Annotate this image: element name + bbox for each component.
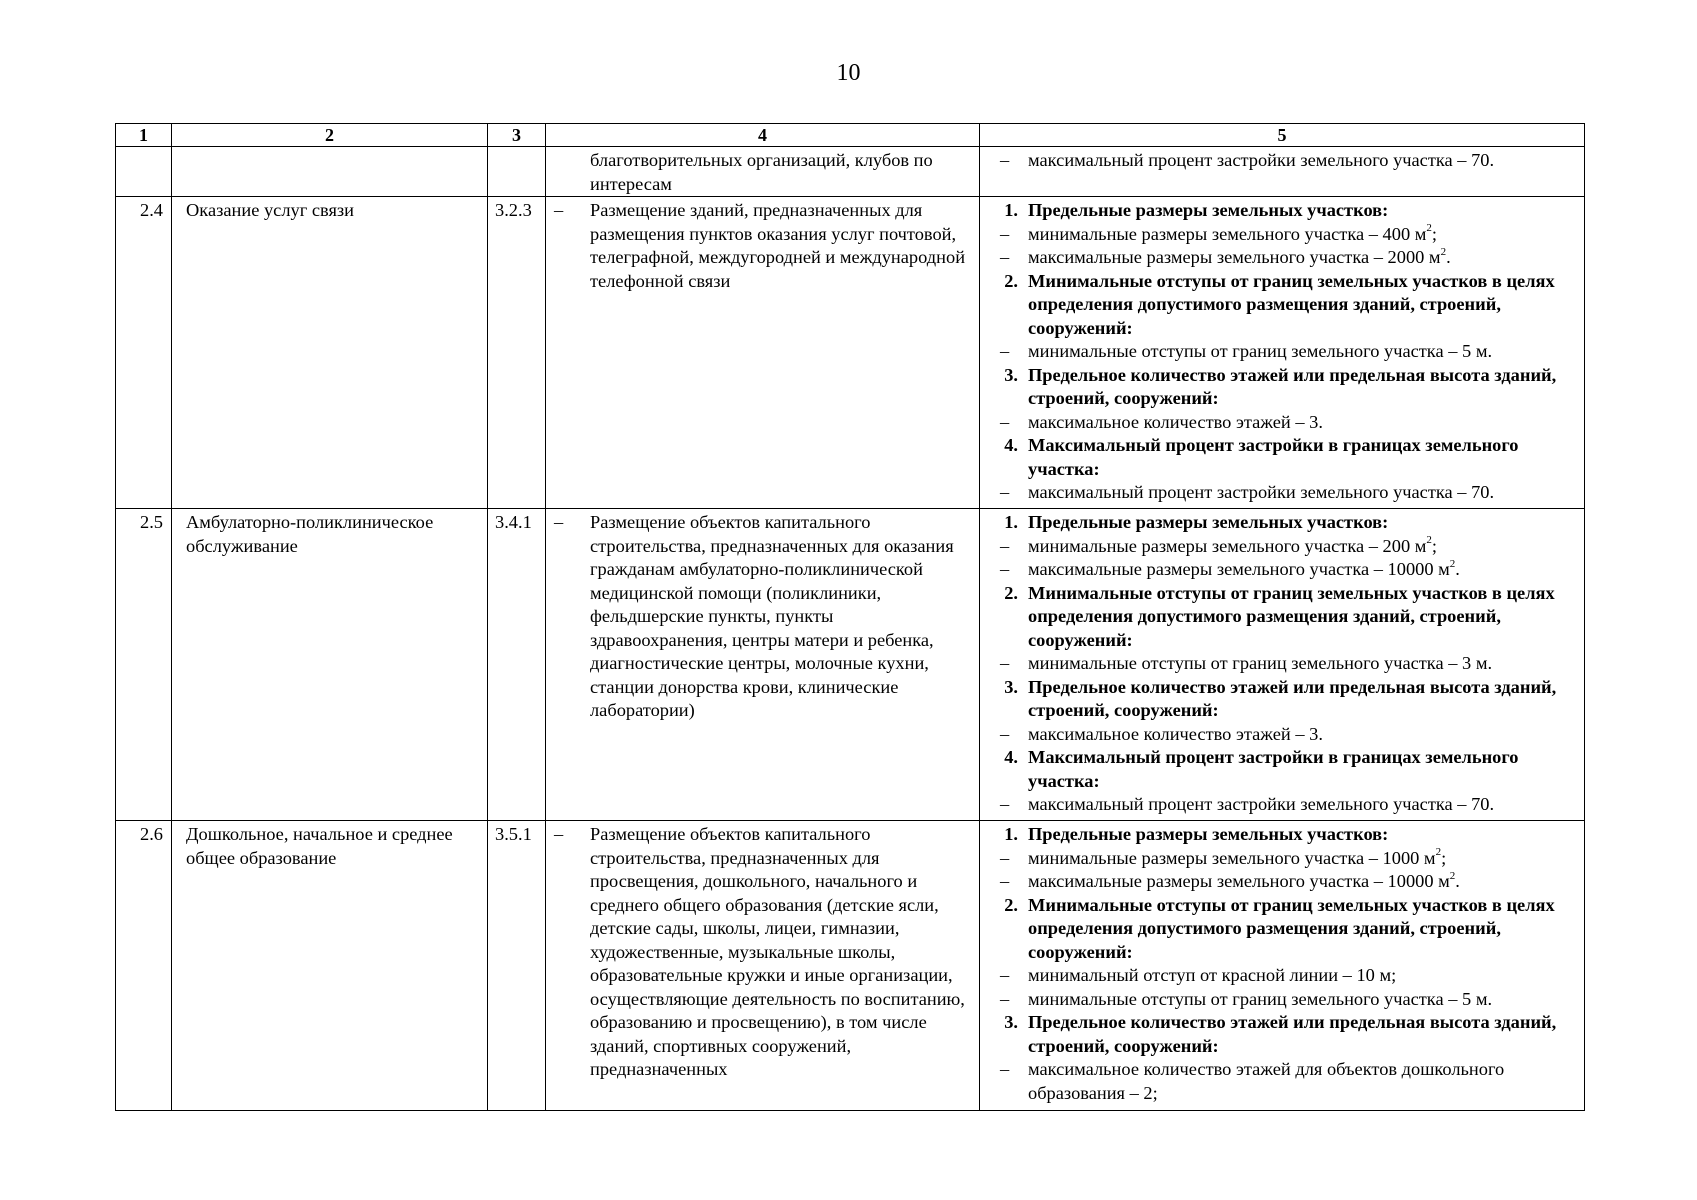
dash-marker: –	[1000, 847, 1010, 868]
land-use-name	[172, 147, 488, 197]
trailing-punct: .	[1455, 559, 1460, 579]
dash-marker: –	[1000, 1059, 1010, 1079]
parameter-heading	[980, 511, 1572, 535]
parameter-heading	[980, 746, 1572, 793]
row-number	[116, 147, 172, 197]
parameter-item	[980, 652, 1572, 676]
parameter-text	[1028, 582, 1572, 653]
table-row	[116, 197, 1585, 509]
dash-marker: –	[1000, 653, 1010, 673]
dash-marker: –	[1000, 341, 1010, 361]
parameter-text	[1028, 558, 1572, 582]
parameter-text	[1028, 270, 1572, 341]
classifier-code: 3.5.1	[488, 821, 546, 1111]
parameter-heading	[980, 364, 1572, 411]
land-use-description	[546, 147, 980, 197]
parameter-text	[1028, 793, 1572, 817]
dash-marker: –	[1000, 150, 1010, 170]
column-header: 1	[116, 124, 172, 147]
parameter-text	[1028, 223, 1572, 247]
dash-marker: –	[554, 824, 564, 844]
parameter-heading	[980, 676, 1572, 723]
superscript: 2	[1449, 869, 1456, 882]
parameter-item	[980, 558, 1572, 582]
parameter-text-main: Минимальные отступы от границ земельных участков в целях определения допустимого размещения зданий, строений, сооружений:	[1028, 894, 1555, 962]
parameter-text-main: Минимальные отступы от границ земельных участков в целях определения допустимого размещения зданий, строений, сооружений:	[1028, 582, 1555, 650]
parameter-item	[980, 847, 1572, 871]
parameter-text-main: минимальные размеры земельного участка – 1000 м	[1028, 847, 1436, 868]
parameter-heading	[980, 434, 1572, 481]
dash-marker: –	[1000, 988, 1010, 1009]
parameters-cell	[980, 197, 1585, 509]
description-text: Размещение объектов капитального строительства, предназначенных для просвещения, дошкольного, начального и среднего общего образования (детские ясли, детские сады, школы, лицеи, гимназии, художественные, музыкальные школы, образовательные кружки и иные организации, осуществляющие деятельность по воспитанию, образованию и просвещению), в том числе зданий, спортивных сооружений, предназначенных	[590, 824, 965, 1079]
item-number: 1.	[1004, 512, 1018, 532]
parameter-item	[980, 411, 1572, 435]
parameter-text-main: Предельные размеры земельных участков:	[1028, 512, 1389, 532]
column-header: 3	[488, 124, 546, 147]
parameter-heading	[980, 270, 1572, 341]
parameter-text	[1028, 870, 1572, 894]
parameter-text-main: максимальные размеры земельного участка – 2000 м	[1028, 247, 1441, 267]
trailing-punct: ;	[1431, 223, 1438, 244]
parameter-item	[980, 793, 1572, 817]
parameter-item	[980, 481, 1572, 505]
item-number: 1.	[1004, 200, 1018, 220]
trailing-punct: ;	[1441, 847, 1447, 868]
table-row	[116, 509, 1585, 821]
parameter-text	[1028, 823, 1572, 847]
parameter-text	[1028, 411, 1572, 435]
parameter-text-main: минимальные отступы от границ земельного участка – 5 м.	[1028, 341, 1493, 361]
page-number: 10	[836, 60, 861, 86]
dash-marker: –	[1000, 794, 1010, 814]
item-number: 2.	[1004, 270, 1018, 291]
parameter-text-main: Минимальные отступы от границ земельных участков в целях определения допустимого размещения зданий, строений, сооружений:	[1028, 270, 1555, 338]
item-number: 3.	[1004, 364, 1018, 385]
parameter-item	[980, 535, 1572, 559]
parameter-text-main: максимальный процент застройки земельного участка – 70.	[1028, 794, 1495, 814]
dash-marker: –	[1000, 559, 1010, 579]
parameter-text	[1028, 847, 1572, 871]
land-use-description	[546, 509, 980, 821]
land-use-table	[115, 123, 1585, 1111]
parameter-item	[980, 149, 1572, 173]
superscript: 2	[1435, 846, 1442, 859]
parameter-heading	[980, 1011, 1572, 1058]
parameters-cell	[980, 821, 1585, 1111]
parameter-text-main: Предельное количество этажей или предельная высота зданий, строений, сооружений:	[1028, 1012, 1557, 1056]
parameter-text	[1028, 535, 1572, 559]
parameter-text	[1028, 149, 1572, 173]
parameter-text	[1028, 511, 1572, 535]
parameter-text	[1028, 364, 1572, 411]
parameter-item	[980, 340, 1572, 364]
parameter-text-main: максимальный процент застройки земельного участка – 70.	[1028, 150, 1495, 170]
item-number: 3.	[1004, 1012, 1018, 1032]
trailing-punct: .	[1455, 871, 1460, 891]
parameter-text-main: Предельные размеры земельных участков:	[1028, 824, 1389, 844]
parameter-text-main: минимальные размеры земельного участка – 400 м	[1028, 223, 1427, 244]
parameter-text	[1028, 964, 1572, 988]
parameter-item	[980, 964, 1572, 988]
parameter-text-main: Предельное количество этажей или предельная высота зданий, строений, сооружений:	[1028, 676, 1557, 720]
dash-marker: –	[1000, 482, 1010, 502]
superscript: 2	[1440, 245, 1447, 258]
parameter-heading	[980, 582, 1572, 653]
dash-marker: –	[554, 200, 564, 220]
trailing-punct: .	[1446, 247, 1451, 267]
land-use-description	[546, 197, 980, 509]
parameter-item	[980, 223, 1572, 247]
parameter-text-main: максимальное количество этажей для объектов дошкольного образования – 2;	[1028, 1059, 1505, 1103]
parameter-text-main: минимальный отступ от красной линии – 10 м;	[1028, 965, 1397, 985]
row-number: 2.5	[116, 509, 172, 821]
parameter-text	[1028, 199, 1572, 223]
item-number: 2.	[1004, 582, 1018, 603]
parameter-text-main: максимальные размеры земельного участка – 10000 м	[1028, 559, 1450, 579]
land-use-description	[546, 821, 980, 1111]
parameter-text-main: максимальное количество этажей – 3.	[1028, 411, 1323, 432]
superscript: 2	[1449, 557, 1456, 570]
land-use-name: Амбулаторно-поликлиническое обслуживание	[172, 509, 488, 821]
classifier-code: 3.4.1	[488, 509, 546, 821]
parameter-text-main: Предельное количество этажей или предельная высота зданий, строений, сооружений:	[1028, 364, 1557, 408]
parameter-text	[1028, 1011, 1572, 1058]
parameter-item	[980, 988, 1572, 1012]
parameter-text-main: Максимальный процент застройки в границах земельного участка:	[1028, 435, 1519, 479]
superscript: 2	[1426, 222, 1432, 235]
parameter-text-main: максимальное количество этажей – 3.	[1028, 723, 1323, 744]
land-use-name: Дошкольное, начальное и среднее общее образование	[172, 821, 488, 1111]
table-row	[116, 147, 1585, 197]
dash-marker: –	[554, 512, 564, 532]
row-number: 2.4	[116, 197, 172, 509]
item-number: 2.	[1004, 894, 1018, 915]
parameter-text-main: минимальные отступы от границ земельного участка – 3 м.	[1028, 653, 1493, 673]
item-number: 4.	[1004, 435, 1018, 455]
parameter-text-main: Предельные размеры земельных участков:	[1028, 200, 1389, 220]
column-header: 2	[172, 124, 488, 147]
parameter-text	[1028, 746, 1572, 793]
dash-marker: –	[1000, 411, 1010, 432]
parameter-item	[980, 1058, 1572, 1105]
land-use-name: Оказание услуг связи	[172, 197, 488, 509]
classifier-code	[488, 147, 546, 197]
parameters-cell	[980, 509, 1585, 821]
row-number: 2.6	[116, 821, 172, 1111]
parameter-heading	[980, 199, 1572, 223]
parameter-text	[1028, 246, 1572, 270]
superscript: 2	[1426, 534, 1432, 547]
table-row	[116, 821, 1585, 1111]
parameters-cell	[980, 147, 1585, 197]
parameter-text-main: максимальный процент застройки земельного участка – 70.	[1028, 482, 1495, 502]
dash-marker: –	[1000, 535, 1010, 556]
dash-marker	[546, 149, 590, 196]
parameter-text-main: Максимальный процент застройки в границах земельного участка:	[1028, 747, 1519, 791]
parameter-text	[1028, 434, 1572, 481]
parameter-item	[980, 246, 1572, 270]
dash-marker: –	[1000, 965, 1010, 985]
parameter-heading	[980, 823, 1572, 847]
parameter-text	[1028, 340, 1572, 364]
parameter-text	[1028, 676, 1572, 723]
parameter-item	[980, 870, 1572, 894]
parameter-text	[1028, 723, 1572, 747]
description-text: Размещение объектов капитального строительства, предназначенных для оказания гражданам амбулаторно-поликлинической медицинской помощи (поликлиники, фельдшерские пункты, пункты здравоохранения, центры матери и ребенка, диагностические центры, молочные кухни, станции донорства крови, клинические лаборатории)	[590, 512, 954, 720]
item-number: 1.	[1004, 824, 1018, 844]
description-text: благотворительных организаций, клубов по интересам	[590, 150, 933, 194]
parameter-text	[1028, 988, 1572, 1012]
item-number: 3.	[1004, 676, 1018, 697]
column-header: 5	[980, 124, 1585, 147]
dash-marker: –	[1000, 223, 1010, 244]
dash-marker: –	[1000, 723, 1010, 744]
classifier-code: 3.2.3	[488, 197, 546, 509]
parameter-text	[1028, 1058, 1572, 1105]
parameter-text	[1028, 894, 1572, 965]
dash-marker: –	[1000, 247, 1010, 267]
description-text: Размещение зданий, предназначенных для размещения пунктов оказания услуг почтовой, телеграфной, междугородней и международной телефонной связи	[590, 200, 966, 291]
table-header-row	[116, 124, 1585, 147]
item-number: 4.	[1004, 747, 1018, 767]
dash-marker: –	[1000, 871, 1010, 891]
parameter-text-main: максимальные размеры земельного участка – 10000 м	[1028, 871, 1450, 891]
column-header: 4	[546, 124, 980, 147]
trailing-punct: ;	[1431, 535, 1438, 556]
parameter-heading	[980, 894, 1572, 965]
parameter-text	[1028, 481, 1572, 505]
parameter-text-main: минимальные отступы от границ земельного участка – 5 м.	[1028, 988, 1493, 1009]
parameter-item	[980, 723, 1572, 747]
parameter-text-main: минимальные размеры земельного участка – 200 м	[1028, 535, 1427, 556]
parameter-text	[1028, 652, 1572, 676]
